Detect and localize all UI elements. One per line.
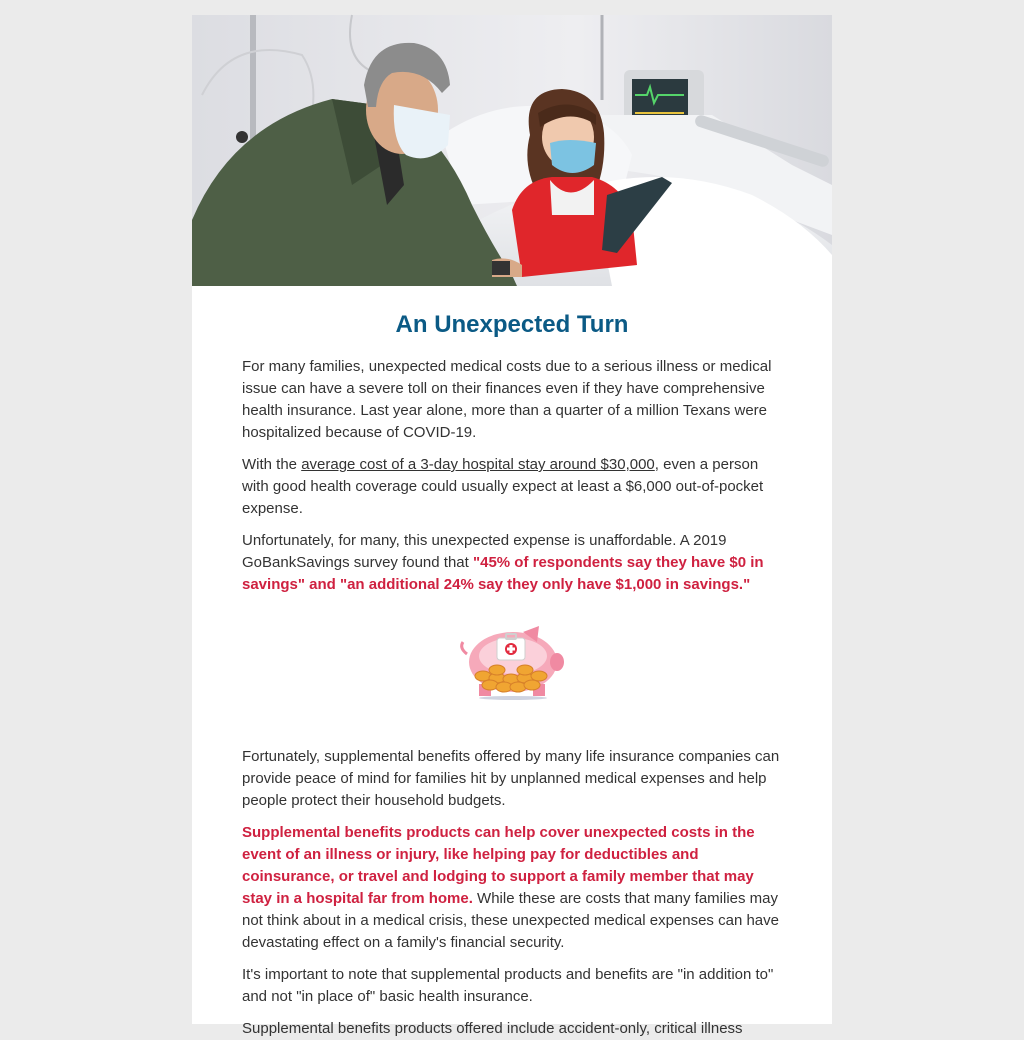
- products-paragraph: Supplemental benefits products offered include accident-only, critical illness: [242, 1020, 743, 1037]
- supplemental-benefits-paragraph: Supplemental benefits products can help cover unexpected costs in the event of an illness or injury, like helping pay for deductibles and coinsurance, or travel and lodging to support a family member that may stay in a hospital far from home. While these are costs that many families may not think about in a medical crisis, these unexpected medical expenses can have devastating effect on a family's financial security.: [242, 824, 779, 951]
- note-paragraph: It's important to note that supplemental products and benefits are "in addition to" and not "in place of" basic health insurance.: [242, 966, 774, 1005]
- benefits-highlight: Supplemental benefits products can help cover unexpected costs in the event of an illness or injury, like helping pay for deductibles and coinsurance, or travel and lodging to support a family member that may stay in a hospital far from home.: [242, 824, 755, 907]
- article-body: [192, 310, 832, 1040]
- survey-paragraph: Unfortunately, for many, this unexpected expense is unaffordable. A 2019 GoBankSavings survey found that "45% of respondents say they have $0 in savings" and "an additional 24% say they only have $1,000 in savings.": [242, 532, 764, 593]
- hospital-photo: [192, 15, 832, 286]
- intro-paragraph: For many families, unexpected medical costs due to a serious illness or medical issue can have a severe toll on their finances even if they have comprehensive health insurance. Last year alone, more than a quarter of a million Texans were hospitalized because of COVID-19.: [242, 358, 772, 441]
- supplemental-intro-paragraph: Fortunately, supplemental benefits offered by many life insurance companies can provide peace of mind for families hit by unplanned medical expenses and help people protect their household budgets.: [242, 748, 780, 809]
- article-title: An Unexpected Turn: [395, 311, 629, 338]
- piggy-bank-icon: [457, 622, 567, 702]
- email-page: [192, 15, 832, 1037]
- piggy-bank-illustration: [242, 622, 782, 706]
- survey-highlight: "45% of respondents say they have $0 in savings" and "an additional 24% say they only have $1,000 in savings.": [242, 554, 764, 593]
- hero-image: [192, 15, 832, 286]
- cost-paragraph: With the average cost of a 3-day hospital stay around $30,000, even a person with good health coverage could usually expect at least a $6,000 out-of-pocket expense.: [242, 456, 764, 517]
- hospital-cost-link[interactable]: average cost of a 3-day hospital stay around $30,000: [301, 456, 655, 473]
